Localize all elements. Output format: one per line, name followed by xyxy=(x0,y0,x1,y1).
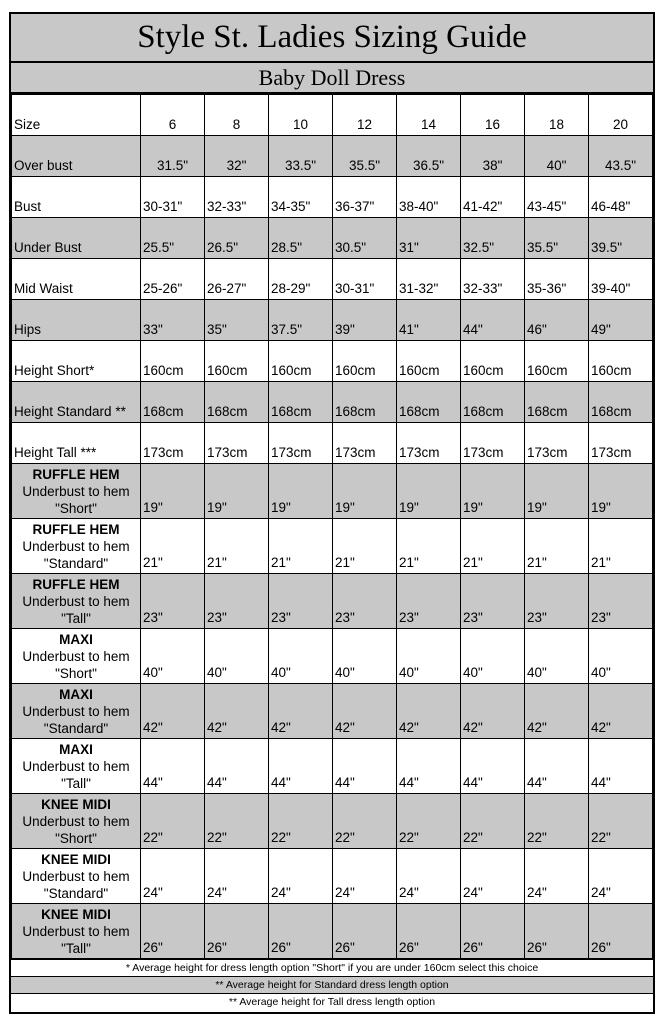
length-value: 44" xyxy=(589,739,653,794)
measurement-value: 30-31" xyxy=(333,259,397,300)
length-measure: Underbust to hem xyxy=(22,648,130,664)
length-measure: Underbust to hem xyxy=(22,923,130,939)
measurement-value: 168cm xyxy=(141,382,205,423)
measurement-value: 35.5" xyxy=(333,136,397,177)
measurement-value: 36-37" xyxy=(333,177,397,218)
length-option: "Short" xyxy=(55,500,97,516)
measurement-value: 32-33" xyxy=(205,177,269,218)
length-value: 22" xyxy=(397,794,461,849)
length-value: 24" xyxy=(333,849,397,904)
length-measure: Underbust to hem xyxy=(22,538,130,554)
length-label xyxy=(12,574,141,629)
length-value: 44" xyxy=(269,739,333,794)
measurement-row xyxy=(12,177,653,218)
length-value: 19" xyxy=(141,464,205,519)
size-table xyxy=(11,94,653,959)
size-header-cell: 6 xyxy=(141,95,205,136)
measurement-value: 37.5" xyxy=(269,300,333,341)
measurement-value: 160cm xyxy=(205,341,269,382)
length-row xyxy=(12,794,653,849)
length-value: 21" xyxy=(333,519,397,574)
length-row xyxy=(12,574,653,629)
measurement-value: 44" xyxy=(461,300,525,341)
measurement-value: 173cm xyxy=(333,423,397,464)
length-value: 42" xyxy=(333,684,397,739)
measurement-value: 28.5" xyxy=(269,218,333,259)
size-header-cell: 8 xyxy=(205,95,269,136)
length-measure: Underbust to hem xyxy=(22,813,130,829)
measurement-value: 160cm xyxy=(141,341,205,382)
measurement-label: Hips xyxy=(12,300,141,341)
measurement-value: 38" xyxy=(461,136,525,177)
length-value: 23" xyxy=(269,574,333,629)
length-row xyxy=(12,464,653,519)
length-measure: Underbust to hem xyxy=(22,703,130,719)
length-value: 44" xyxy=(205,739,269,794)
length-value: 40" xyxy=(397,629,461,684)
measurement-value: 34-35" xyxy=(269,177,333,218)
footnote-tall: ** Average height for Tall dress length option xyxy=(11,993,653,1010)
length-option: "Tall" xyxy=(61,940,91,956)
measurement-value: 160cm xyxy=(525,341,589,382)
measurement-value: 173cm xyxy=(589,423,653,464)
measurement-value: 160cm xyxy=(269,341,333,382)
size-header-cell: 10 xyxy=(269,95,333,136)
footnote-short: * Average height for dress length option "Short" if you are under 160cm select this choice xyxy=(11,959,653,976)
measurement-value: 26-27" xyxy=(205,259,269,300)
length-measure: Underbust to hem xyxy=(22,593,130,609)
length-option: "Tall" xyxy=(61,610,91,626)
length-value: 44" xyxy=(397,739,461,794)
measurement-label: Under Bust xyxy=(12,218,141,259)
length-value: 24" xyxy=(397,849,461,904)
length-value: 24" xyxy=(461,849,525,904)
measurement-value: 43.5" xyxy=(589,136,653,177)
length-value: 19" xyxy=(397,464,461,519)
measurement-label: Height Standard ** xyxy=(12,382,141,423)
measurement-value: 168cm xyxy=(397,382,461,423)
length-label xyxy=(12,464,141,519)
measurement-value: 46" xyxy=(525,300,589,341)
measurement-row xyxy=(12,341,653,382)
length-value: 40" xyxy=(589,629,653,684)
measurement-value: 168cm xyxy=(205,382,269,423)
measurement-value: 160cm xyxy=(461,341,525,382)
length-row xyxy=(12,904,653,959)
length-value: 22" xyxy=(589,794,653,849)
length-style: RUFFLE HEM xyxy=(32,521,120,537)
length-value: 44" xyxy=(333,739,397,794)
length-value: 23" xyxy=(461,574,525,629)
length-value: 26" xyxy=(333,904,397,959)
size-header-cell: 18 xyxy=(525,95,589,136)
measurement-value: 40" xyxy=(525,136,589,177)
length-style: MAXI xyxy=(59,741,93,757)
length-value: 26" xyxy=(525,904,589,959)
measurement-value: 173cm xyxy=(269,423,333,464)
measurement-value: 32.5" xyxy=(461,218,525,259)
size-header-cell: 20 xyxy=(589,95,653,136)
length-value: 23" xyxy=(397,574,461,629)
length-value: 40" xyxy=(333,629,397,684)
measurement-value: 28-29" xyxy=(269,259,333,300)
length-label xyxy=(12,794,141,849)
sizing-guide-sheet xyxy=(9,12,655,1014)
length-value: 19" xyxy=(461,464,525,519)
length-value: 42" xyxy=(205,684,269,739)
length-style: RUFFLE HEM xyxy=(32,576,120,592)
measurement-row xyxy=(12,259,653,300)
footnote-standard: ** Average height for Standard dress length option xyxy=(11,976,653,993)
length-value: 26" xyxy=(397,904,461,959)
length-value: 21" xyxy=(589,519,653,574)
measurement-value: 41" xyxy=(397,300,461,341)
measurement-value: 160cm xyxy=(589,341,653,382)
length-label xyxy=(12,519,141,574)
measurement-value: 43-45" xyxy=(525,177,589,218)
measurement-value: 38-40" xyxy=(397,177,461,218)
measurement-value: 26.5" xyxy=(205,218,269,259)
length-option: "Short" xyxy=(55,830,97,846)
measurement-value: 35.5" xyxy=(525,218,589,259)
length-value: 26" xyxy=(589,904,653,959)
length-label xyxy=(12,684,141,739)
length-value: 24" xyxy=(141,849,205,904)
length-value: 19" xyxy=(525,464,589,519)
length-value: 42" xyxy=(141,684,205,739)
length-style: KNEE MIDI xyxy=(41,796,111,812)
size-header-cell: 12 xyxy=(333,95,397,136)
length-value: 24" xyxy=(525,849,589,904)
length-value: 42" xyxy=(589,684,653,739)
length-value: 22" xyxy=(269,794,333,849)
measurement-label: Height Short* xyxy=(12,341,141,382)
length-measure: Underbust to hem xyxy=(22,758,130,774)
length-value: 21" xyxy=(525,519,589,574)
measurement-value: 36.5" xyxy=(397,136,461,177)
measurement-value: 33" xyxy=(141,300,205,341)
measurement-value: 41-42" xyxy=(461,177,525,218)
measurement-value: 32-33" xyxy=(461,259,525,300)
length-row xyxy=(12,519,653,574)
length-value: 22" xyxy=(205,794,269,849)
length-value: 42" xyxy=(525,684,589,739)
measurement-value: 33.5" xyxy=(269,136,333,177)
measurement-value: 39-40" xyxy=(589,259,653,300)
measurement-value: 168cm xyxy=(461,382,525,423)
measurement-value: 35-36" xyxy=(525,259,589,300)
length-row xyxy=(12,629,653,684)
length-value: 21" xyxy=(397,519,461,574)
length-value: 40" xyxy=(525,629,589,684)
length-value: 21" xyxy=(141,519,205,574)
length-value: 23" xyxy=(141,574,205,629)
length-label xyxy=(12,904,141,959)
length-value: 23" xyxy=(525,574,589,629)
length-value: 22" xyxy=(461,794,525,849)
length-value: 19" xyxy=(205,464,269,519)
length-value: 19" xyxy=(589,464,653,519)
measurement-row xyxy=(12,136,653,177)
measurement-value: 39" xyxy=(333,300,397,341)
measurement-value: 35" xyxy=(205,300,269,341)
length-value: 26" xyxy=(205,904,269,959)
page-subtitle: Baby Doll Dress xyxy=(11,63,653,94)
length-row xyxy=(12,684,653,739)
length-option: "Standard" xyxy=(43,555,109,571)
length-label xyxy=(12,849,141,904)
length-value: 42" xyxy=(269,684,333,739)
measurement-value: 39.5" xyxy=(589,218,653,259)
measurement-value: 173cm xyxy=(141,423,205,464)
measurement-row xyxy=(12,382,653,423)
length-value: 23" xyxy=(205,574,269,629)
length-value: 44" xyxy=(141,739,205,794)
measurement-label: Height Tall *** xyxy=(12,423,141,464)
length-measure: Underbust to hem xyxy=(22,483,130,499)
length-style: MAXI xyxy=(59,631,93,647)
length-style: KNEE MIDI xyxy=(41,851,111,867)
measurement-value: 168cm xyxy=(525,382,589,423)
measurement-row xyxy=(12,218,653,259)
measurement-value: 168cm xyxy=(589,382,653,423)
length-value: 19" xyxy=(333,464,397,519)
length-style: RUFFLE HEM xyxy=(32,466,120,482)
measurement-value: 173cm xyxy=(461,423,525,464)
size-header-cell: 14 xyxy=(397,95,461,136)
size-header-row xyxy=(12,95,653,136)
measurement-label: Mid Waist xyxy=(12,259,141,300)
measurement-value: 173cm xyxy=(397,423,461,464)
length-value: 26" xyxy=(461,904,525,959)
length-value: 21" xyxy=(269,519,333,574)
measurement-value: 173cm xyxy=(205,423,269,464)
length-value: 22" xyxy=(141,794,205,849)
measurement-value: 31-32" xyxy=(397,259,461,300)
length-value: 26" xyxy=(141,904,205,959)
measurement-value: 25-26" xyxy=(141,259,205,300)
measurement-value: 49" xyxy=(589,300,653,341)
measurement-value: 168cm xyxy=(333,382,397,423)
length-option: "Standard" xyxy=(43,720,109,736)
length-value: 23" xyxy=(589,574,653,629)
length-value: 42" xyxy=(461,684,525,739)
length-value: 40" xyxy=(269,629,333,684)
length-value: 22" xyxy=(525,794,589,849)
length-value: 21" xyxy=(205,519,269,574)
measurement-value: 31" xyxy=(397,218,461,259)
measurement-value: 32" xyxy=(205,136,269,177)
measurement-value: 173cm xyxy=(525,423,589,464)
measurement-value: 25.5" xyxy=(141,218,205,259)
length-label xyxy=(12,629,141,684)
length-value: 44" xyxy=(525,739,589,794)
length-value: 23" xyxy=(333,574,397,629)
page-title: Style St. Ladies Sizing Guide xyxy=(11,14,653,63)
measurement-value: 160cm xyxy=(333,341,397,382)
length-row xyxy=(12,739,653,794)
measurement-row xyxy=(12,423,653,464)
measurement-label: Over bust xyxy=(12,136,141,177)
length-value: 19" xyxy=(269,464,333,519)
measurement-row xyxy=(12,300,653,341)
length-value: 44" xyxy=(461,739,525,794)
length-value: 42" xyxy=(397,684,461,739)
length-style: MAXI xyxy=(59,686,93,702)
length-value: 24" xyxy=(589,849,653,904)
measurement-value: 160cm xyxy=(397,341,461,382)
length-style: KNEE MIDI xyxy=(41,906,111,922)
length-value: 22" xyxy=(333,794,397,849)
length-option: "Short" xyxy=(55,665,97,681)
length-label xyxy=(12,739,141,794)
length-row xyxy=(12,849,653,904)
length-measure: Underbust to hem xyxy=(22,868,130,884)
length-value: 24" xyxy=(205,849,269,904)
length-value: 40" xyxy=(141,629,205,684)
length-value: 40" xyxy=(205,629,269,684)
size-header-cell: 16 xyxy=(461,95,525,136)
length-value: 24" xyxy=(269,849,333,904)
measurement-value: 30.5" xyxy=(333,218,397,259)
measurement-value: 30-31" xyxy=(141,177,205,218)
length-option: "Tall" xyxy=(61,775,91,791)
measurement-value: 168cm xyxy=(269,382,333,423)
length-option: "Standard" xyxy=(43,885,109,901)
length-value: 26" xyxy=(269,904,333,959)
measurement-value: 46-48" xyxy=(589,177,653,218)
measurement-label: Bust xyxy=(12,177,141,218)
size-header-label: Size xyxy=(12,95,141,136)
length-value: 40" xyxy=(461,629,525,684)
length-value: 21" xyxy=(461,519,525,574)
measurement-value: 31.5" xyxy=(141,136,205,177)
